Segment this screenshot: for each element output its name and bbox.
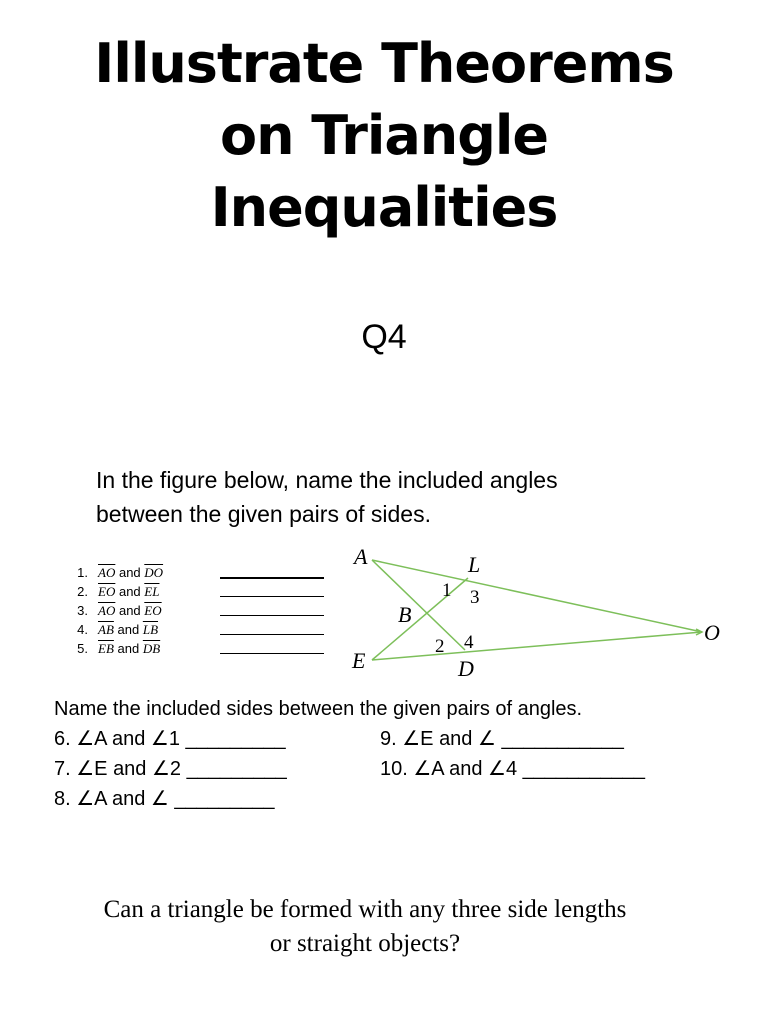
- label-A: A: [354, 544, 368, 569]
- title-line-3: Inequalities: [210, 176, 558, 239]
- question-8: 8. ∠A and ∠ _________: [54, 788, 275, 810]
- segment: $\overline{AO}$: [98, 565, 116, 580]
- connector: and: [118, 565, 141, 580]
- answer-blank[interactable]: [220, 620, 324, 635]
- answer-blank[interactable]: [220, 563, 324, 579]
- title-line-2: on Triangle: [219, 104, 549, 167]
- quarter-label: Q4: [361, 318, 407, 356]
- connector: and: [118, 584, 141, 599]
- connector: and: [117, 622, 140, 637]
- item-number: 1.: [77, 565, 88, 580]
- question-10: 10. ∠A and ∠4 ___________: [380, 758, 645, 780]
- question-row: [54, 784, 754, 814]
- item-number: 5.: [77, 641, 88, 656]
- instruction-line-2: between the given pairs of sides.: [96, 501, 431, 527]
- figure-lines: [372, 560, 702, 660]
- list-item: [70, 601, 340, 620]
- answer-blank[interactable]: [220, 582, 324, 597]
- question-7: 7. ∠E and ∠2 _________: [54, 758, 287, 780]
- closing-line-1: Can a triangle be formed with any three side lengths: [103, 896, 627, 923]
- segment: $\overline{DO}$: [144, 565, 164, 580]
- segment-AD: [372, 560, 465, 650]
- side-pair: [98, 582, 159, 601]
- label-D: D: [458, 656, 474, 680]
- label-B: B: [398, 602, 412, 627]
- segment: $\overline{EO}$: [144, 603, 162, 618]
- label-E: E: [352, 648, 366, 673]
- included-sides-section: [54, 694, 754, 814]
- segment: $\overline{EL}$: [144, 584, 160, 599]
- item-number: 2.: [77, 584, 88, 599]
- segment-AO: [372, 560, 702, 632]
- angle-4: 4: [464, 632, 474, 653]
- item-number: 4.: [77, 622, 88, 637]
- angle-3: 3: [470, 587, 480, 608]
- section2-heading: Name the included sides between the given pairs of angles.: [54, 698, 583, 720]
- label-O: O: [704, 620, 720, 645]
- list-item: [70, 639, 340, 658]
- angle-1: 1: [442, 580, 452, 601]
- label-L: L: [468, 552, 481, 577]
- segment: $\overline{EO}$: [98, 584, 116, 599]
- connector: and: [117, 641, 140, 656]
- answer-blank[interactable]: [220, 639, 324, 654]
- side-pairs-list: [70, 563, 340, 658]
- side-pair: [98, 620, 158, 639]
- side-pair: [98, 639, 160, 658]
- connector: and: [118, 603, 141, 618]
- list-item: [70, 563, 340, 582]
- page-title: [0, 28, 768, 244]
- side-pair: [98, 563, 163, 582]
- segment: $\overline{AB}$: [98, 622, 114, 637]
- angle-2: 2: [435, 636, 445, 657]
- segment: $\overline{DB}$: [142, 641, 161, 656]
- segment-EO: [372, 632, 702, 660]
- instruction-text: [96, 463, 696, 531]
- title-line-1: Illustrate Theorems: [94, 32, 674, 95]
- closing-question: [0, 893, 730, 961]
- question-row: [54, 724, 754, 754]
- question-row: [54, 754, 754, 784]
- side-pair: [98, 601, 162, 620]
- answer-blank[interactable]: [220, 601, 324, 616]
- question-6: 6. ∠A and ∠1 _________: [54, 728, 286, 750]
- triangle-figure: [340, 540, 730, 680]
- segment: $\overline{LB}$: [142, 622, 159, 637]
- question-9: 9. ∠E and ∠ ___________: [380, 728, 624, 750]
- item-number: 3.: [77, 603, 88, 618]
- list-item: [70, 620, 340, 639]
- instruction-line-1: In the figure below, name the included angles: [96, 467, 558, 493]
- segment: $\overline{AO}$: [98, 603, 116, 618]
- segment: $\overline{EB}$: [98, 641, 114, 656]
- closing-line-2: or straight objects?: [269, 930, 461, 957]
- list-item: [70, 582, 340, 601]
- segment-EL: [372, 578, 468, 660]
